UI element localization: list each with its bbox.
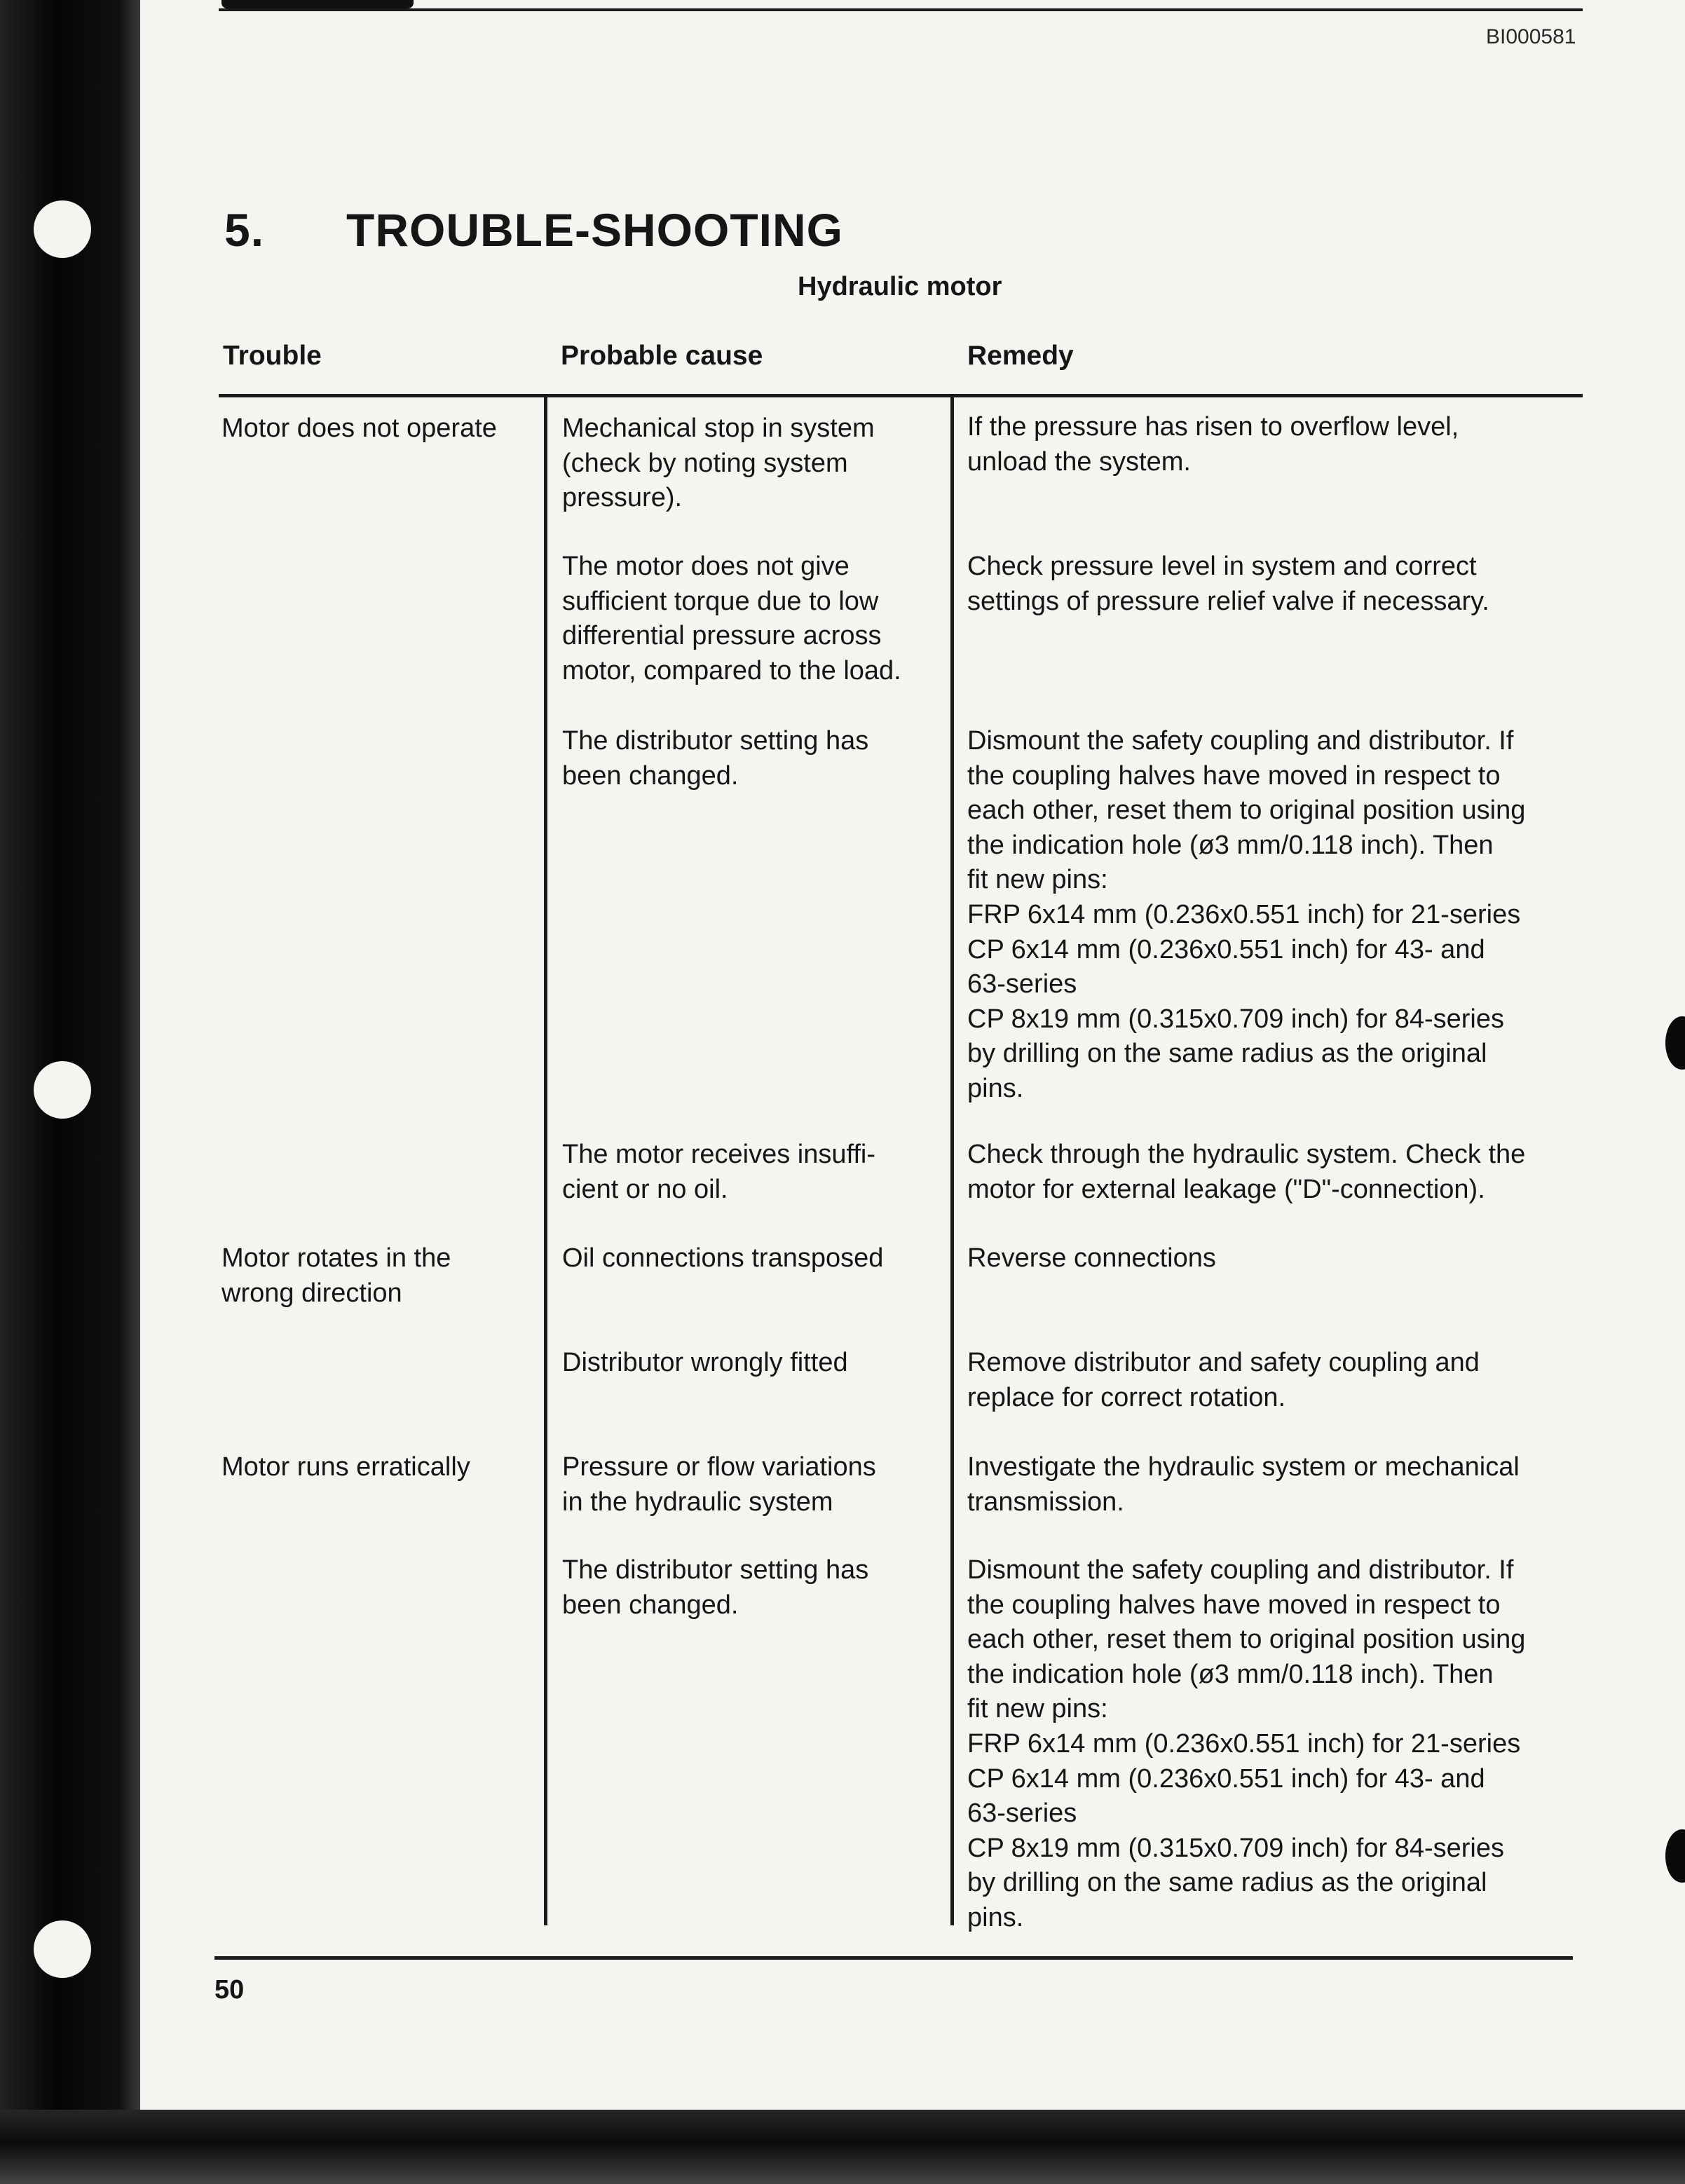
remedy-cell: Dismount the safety coupling and distributor. If the coupling halves have moved in respect to each other, reset them to original position using the indication hole (ø3 mm/0.118 inch). Then fit new pins: FRP 6x14 mm (0.236x0.551 inch) for 21-series CP 6x14 mm (0.236x0.551 inch) for 43- and 63-series CP 8x19 mm (0.315x0.709 inch) for 84-series by drilling on the same radius as the original pins. — [967, 726, 1526, 1103]
cause-cell: Distributor wrongly fitted — [562, 1348, 848, 1377]
scan-bottom-edge — [0, 2110, 1685, 2184]
punch-hole — [34, 200, 91, 258]
remedy-cell: If the pressure has risen to overflow level, unload the system. — [967, 412, 1459, 477]
cause-cell: The distributor setting has been changed. — [562, 1555, 869, 1620]
column-divider — [950, 397, 954, 1925]
edge-mark — [1665, 1829, 1685, 1883]
table-subtitle: Hydraulic motor — [798, 272, 1002, 301]
remedy-cell: Check through the hydraulic system. Check the motor for external leakage ("D"-connection). — [967, 1140, 1526, 1204]
remedy-cell: Reverse connections — [967, 1243, 1216, 1273]
page-number: 50 — [214, 1975, 245, 2005]
punch-hole — [34, 1061, 91, 1119]
edge-mark — [1665, 1016, 1685, 1070]
cause-cell: The motor does not give sufficient torque due to low differential pressure across motor, compared to the load. — [562, 552, 901, 685]
remedy-cell: Investigate the hydraulic system or mechanical transmission. — [967, 1452, 1520, 1517]
trouble-cell: Motor runs erratically — [221, 1452, 470, 1482]
remedy-cell: Dismount the safety coupling and distributor. If the coupling halves have moved in respect to each other, reset them to original position using the indication hole (ø3 mm/0.118 inch). Then fit new pins: FRP 6x14 mm (0.236x0.551 inch) for 21-series CP 6x14 mm (0.236x0.551 inch) for 43- and 63-series CP 8x19 mm (0.315x0.709 inch) for 84-series by drilling on the same radius as the original pins. — [967, 1555, 1526, 1932]
cause-cell: The distributor setting has been changed. — [562, 726, 869, 791]
punch-hole — [34, 1920, 91, 1978]
top-rule — [219, 8, 1583, 11]
trouble-cell: Motor does not operate — [221, 414, 497, 443]
cause-cell: Oil connections transposed — [562, 1243, 884, 1273]
column-header-trouble: Trouble — [223, 341, 322, 371]
top-tab — [221, 0, 414, 8]
trouble-cell: Motor rotates in the wrong direction — [221, 1243, 451, 1308]
remedy-cell: Check pressure level in system and correct settings of pressure relief valve if necessary. — [967, 552, 1489, 616]
header-rule — [219, 394, 1583, 397]
remedy-cell: Remove distributor and safety coupling and replace for correct rotation. — [967, 1348, 1480, 1412]
section-title: TROUBLE-SHOOTING — [346, 204, 843, 256]
column-header-remedy: Remedy — [967, 341, 1074, 371]
column-header-cause: Probable cause — [561, 341, 763, 371]
cause-cell: Pressure or flow variations in the hydraulic system — [562, 1452, 876, 1517]
document-id: BI000581 — [1486, 25, 1576, 48]
section-number: 5. — [224, 204, 265, 256]
cause-cell: The motor receives insuffi- cient or no oil. — [562, 1140, 876, 1204]
cause-cell: Mechanical stop in system (check by noting system pressure). — [562, 414, 875, 513]
column-divider — [544, 397, 547, 1925]
bottom-rule — [214, 1956, 1573, 1960]
